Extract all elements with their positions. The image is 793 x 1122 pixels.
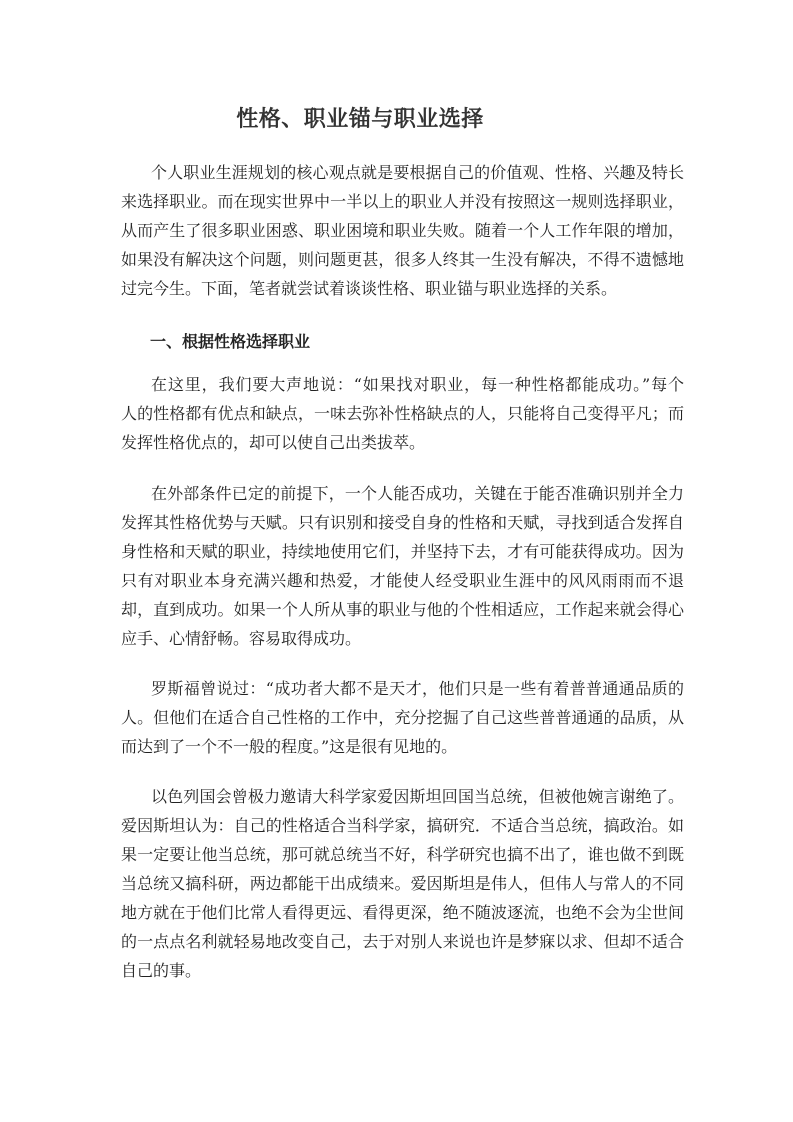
text-line: 以色列国会曾极力邀请大科学家爱因斯坦回国当总统，但被他婉言谢绝了。 <box>151 787 684 806</box>
text-line: 地方就在于他们比常人看得更远、看得更深，绝不随波逐流，也绝不会为尘世间 <box>121 903 684 922</box>
text-line: 的一点点名利就轻易地改变自己，去于对别人来说也许是梦寐以求、但却不适合 <box>121 932 684 951</box>
text-line: 却，直到成功。如果一个人所从事的职业与他的个性相适应，工作起来就会得心 <box>121 600 684 619</box>
section-heading: 一、根据性格选择职业 <box>150 332 311 351</box>
text-line: 人。但他们在适合自己性格的工作中，充分挖掘了自己这些普普通通的品质，从 <box>121 708 684 727</box>
text-line: 发挥其性格优势与天赋。只有识别和接受自身的性格和天赋，寻找到适合发挥自 <box>121 513 684 532</box>
text-line: 自己的事。 <box>121 961 202 980</box>
text-line: 当总统又搞科研，两边都能干出成绩来。爱因斯坦是伟人，但伟人与常人的不同 <box>121 874 684 893</box>
paragraph-2 <box>121 370 684 457</box>
text-line: 罗斯福曾说过：“成功者大都不是天才，他们只是一些有着普普通通品质的 <box>151 679 684 698</box>
text-line: 而达到了一个不一般的程度。”这是很有见地的。 <box>121 737 458 756</box>
paragraph-5 <box>121 782 684 985</box>
text-line: 爱因斯坦认为：自己的性格适合当科学家，搞研究．不适合当总统，搞政治。如 <box>121 816 684 835</box>
text-line: 只有对职业本身充满兴趣和热爱，才能使人经受职业生涯中的风风雨雨而不退 <box>121 571 684 590</box>
text-line: 过完今生。下面，笔者就尝试着谈谈性格、职业锚与职业选择的关系。 <box>121 279 618 298</box>
text-line: 在外部条件已定的前提下，一个人能否成功，关键在于能否准确识别并全力 <box>151 484 684 503</box>
text-line: 个人职业生涯规划的核心观点就是要根据自己的价值观、性格、兴趣及特长 <box>151 163 684 182</box>
text-line: 果一定要让他当总统，那可就总统当不好，科学研究也搞不出了，谁也做不到既 <box>121 845 684 864</box>
text-line: 从而产生了很多职业困惑、职业困境和职业失败。随着一个人工作年限的增加， <box>121 221 684 240</box>
text-line: 身性格和天赋的职业，持续地使用它们，并坚持下去，才有可能获得成功。因为 <box>121 542 684 561</box>
text-line: 如果没有解决这个问题，则问题更甚，很多人终其一生没有解决，不得不遗憾地 <box>121 250 684 269</box>
text-line: 人的性格都有优点和缺点，一味去弥补性格缺点的人，只能将自己变得平凡；而 <box>121 404 684 423</box>
document-title: 性格、职业锚与职业选择 <box>236 106 484 132</box>
paragraph-4 <box>121 674 684 761</box>
text-line: 来选择职业。而在现实世界中一半以上的职业人并没有按照这一规则选择职业， <box>121 192 684 211</box>
text-line: 发挥性格优点的，却可以使自己出类拔萃。 <box>121 433 426 452</box>
text-line: 应手、心情舒畅。容易取得成功。 <box>121 629 362 648</box>
paragraph-intro <box>121 158 684 303</box>
text-line: 在这里，我们要大声地说：“如果找对职业，每一种性格都能成功。”每个 <box>151 375 684 394</box>
paragraph-3 <box>121 479 684 653</box>
